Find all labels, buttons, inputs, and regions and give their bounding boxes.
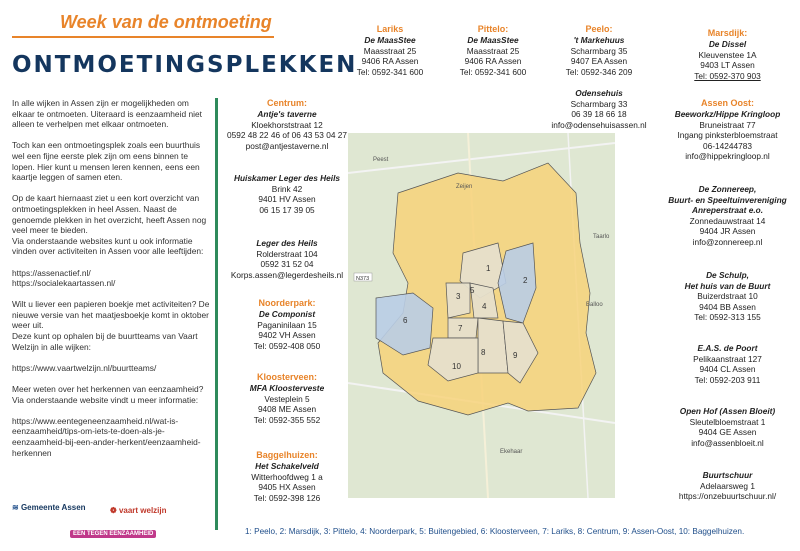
name-schakelveld: Het Schakelveld: [255, 461, 319, 471]
addr-odensehuis: Scharmbarg 33: [570, 98, 628, 109]
map-svg: [348, 133, 615, 498]
email-open-hof[interactable]: info@assenbloeit.nl: [691, 437, 764, 448]
heading-pittelo: Pittelo:: [477, 24, 509, 34]
block-open-hof: [665, 406, 790, 448]
tel-dissel[interactable]: Tel: 0592-370 903: [694, 70, 761, 81]
addr-zonnereep: Zonnedauwstraat 14: [689, 215, 766, 226]
block-assen-oost: [665, 98, 790, 162]
postal-open-hof: 9404 GE Assen: [698, 427, 757, 437]
heading-lariks: Lariks: [376, 24, 404, 34]
block-odensehuis: [544, 88, 654, 130]
link-assenactief[interactable]: https://assenactief.nl/: [12, 267, 91, 278]
intro-p7: Meer weten over het herkennen van eenzaamheid? Via onderstaande website vindt u meer informatie:: [12, 384, 204, 405]
vaart-icon: ❁: [110, 506, 117, 515]
logo-een-tegen-eenzaamheid: EEN TEGEN EENZAAMHEID: [70, 530, 156, 538]
postal-eas-poort: 9404 CL Assen: [699, 364, 756, 374]
name-markehuus: 't Markehuus: [573, 35, 625, 45]
name-schulp-1: De Schulp,: [706, 270, 749, 280]
name-zonnereep-1: De Zonnereep,: [698, 184, 757, 194]
map-label-1: 1: [486, 264, 491, 273]
addr-maasstee-pittelo: Maasstraat 25: [466, 45, 520, 56]
logo-vaart-text: vaart welzijn: [118, 506, 167, 515]
intro-p2: Toch kan een ontmoetingsplek zoals een buurthuis wel een fijne eerste plek zijn om eens binnen te lopen. Hier kunt u mensen leren kennen, eens een kaartje leggen of samen eten.: [12, 140, 201, 183]
addr-dissel: Kleuvenstee 1A: [698, 49, 757, 60]
map-place-ekehaar: Ekehaar: [500, 449, 523, 455]
name-eas-poort: E.A.S. de Poort: [697, 343, 758, 353]
postal-componist: 9402 VH Assen: [258, 330, 316, 340]
block-schulp: [665, 270, 790, 323]
intro-p5: Wilt u liever een papieren boekje met activiteiten? De nieuwe versie van het maatjesboekje komt in oktober weer uit.: [12, 299, 210, 331]
tel-huiskamer: 06 15 17 39 05: [259, 204, 315, 215]
intro-text: [12, 98, 210, 458]
heading-marsdijk: Marsdijk:: [707, 28, 748, 38]
link-eenzaamheid[interactable]: https://www.eentegeneenzaamheid.nl/wat-is-eenzaamheid/tips-om-iets-te-doen-als-je-eenzaamheid-bij-een-ander-herkent/eenzaamheid-herkennen: [12, 415, 201, 458]
map-road-n373: N373: [356, 276, 370, 282]
postal-schakelveld: 9405 HX Assen: [258, 482, 316, 492]
addr-buurtschuur: Adelaarsweg 1: [700, 480, 755, 491]
addr-mfa: Vesteplein 5: [264, 393, 310, 404]
map-place-balloo: Balloo: [586, 302, 603, 308]
tel-beeworkz: 06-14244783: [703, 140, 752, 151]
map-label-3: 3: [456, 292, 461, 301]
email-zonnereep[interactable]: info@zonnereep.nl: [692, 236, 763, 247]
postal-maasstee-lariks: 9406 RA Assen: [361, 56, 419, 66]
tel-eas-poort: Tel: 0592-203 911: [694, 374, 761, 385]
postal-zonnereep: 9404 JR Assen: [699, 226, 756, 236]
addr-huiskamer: Brink 42: [271, 183, 303, 194]
name-maasstee-pittelo: De MaasStee: [467, 35, 519, 45]
postal-markehuus: 9407 EA Assen: [570, 56, 628, 66]
map-place-peest: Peest: [373, 157, 389, 163]
map-legend: 1: Peelo, 2: Marsdijk, 3: Pittelo, 4: Noorderpark, 5: Buitengebied, 6: Kloosterveen, 7: Lariks, 8: Centrum, 9: Assen-Oost, 10: Baggelhuizen.: [245, 527, 745, 536]
addr-schulp: Buizerdstraat 10: [697, 291, 758, 301]
tel-componist: Tel: 0592-408 050: [253, 340, 321, 351]
email-beeworkz[interactable]: info@hippekringloop.nl: [685, 151, 770, 161]
addr-beeworkz: Bruneistraat 77: [699, 119, 756, 130]
map-region-7[interactable]: [448, 318, 478, 338]
map-place-taarlo: Taarlo: [593, 234, 610, 240]
map-label-4: 4: [482, 302, 487, 311]
email-antje[interactable]: post@antjestaverne.nl: [245, 140, 329, 151]
name-mfa: MFA Kloosterveste: [249, 383, 325, 393]
intro-p3: Op de kaart hiernaast ziet u een kort overzicht van ontmoetingsplekken in heel Assen. Naast de genoemde plekken in het overzicht, heeft Assen nog veel meer te bieden.: [12, 193, 207, 236]
name-maasstee-lariks: De MaasStee: [364, 35, 416, 45]
block-baggelhuizen: [222, 450, 352, 503]
name-componist: De Componist: [258, 309, 316, 319]
heading-assen-oost: Assen Oost:: [700, 98, 754, 108]
addr-markehuus: Scharmbarg 35: [570, 45, 628, 56]
name-huiskamer: Huiskamer Leger des Heils: [233, 173, 341, 183]
name-zonnereep-2: Buurt- en Speeltuinvereniging: [668, 194, 787, 205]
tel-schakelveld: Tel: 0592-398 126: [253, 492, 321, 503]
map[interactable]: [348, 133, 615, 498]
logo-gemeente-assen: [12, 503, 86, 512]
block-leger: [222, 238, 352, 280]
web-buurtschuur[interactable]: https://onzebuurtschuur.nl/: [678, 491, 777, 501]
block-buurtschuur: [665, 470, 790, 502]
intro-p6: Deze kunt op ophalen bij de buurtteams van Vaart Welzijn in alle wijken:: [12, 331, 198, 352]
addr-open-hof: Sleutelbloemstraat 1: [689, 416, 766, 427]
postal-huiskamer: 9401 HV Assen: [258, 194, 316, 204]
heading-baggelhuizen: Baggelhuizen:: [256, 450, 318, 460]
email-leger[interactable]: Korps.assen@legerdesheils.nl: [230, 269, 344, 280]
addr-maasstee-lariks: Maasstraat 25: [363, 45, 417, 56]
name-dissel: De Dissel: [708, 39, 747, 49]
addr-componist: Paganinilaan 15: [257, 319, 317, 330]
logo-gemeente-text: Gemeente Assen: [20, 503, 86, 512]
postal-dissel: 9403 LT Assen: [700, 60, 755, 70]
block-huiskamer: [222, 173, 352, 215]
block-centrum: [222, 98, 352, 151]
addr-schakelveld: Witterhoofdweg 1 a: [251, 471, 323, 482]
tel-mfa: Tel: 0592-355 552: [253, 414, 321, 425]
name-open-hof: Open Hof (Assen Bloeit): [679, 406, 776, 416]
week-title: Week van de ontmoeting: [60, 12, 272, 32]
name-leger: Leger des Heils: [256, 238, 318, 248]
name-odensehuis: Odensehuis: [575, 88, 623, 98]
block-kloosterveen: [222, 372, 352, 425]
name-beeworkz: Beeworkz/Hippe Kringloop: [674, 109, 781, 119]
tel-markehuus: Tel: 0592-346 209: [565, 66, 633, 77]
map-label-7: 7: [458, 324, 463, 333]
block-noorderpark: [222, 298, 352, 351]
block-pittelo: [443, 24, 543, 77]
block-lariks: [340, 24, 440, 77]
heading-peelo: Peelo:: [585, 24, 613, 34]
map-place-zeijen: Zeijen: [456, 184, 473, 190]
logo-vaart-welzijn: [110, 506, 167, 515]
postal-maasstee-pittelo: 9406 RA Assen: [464, 56, 522, 66]
heading-centrum: Centrum:: [267, 98, 307, 108]
addr-antje: Kloekhorststraat 12: [251, 119, 323, 130]
intro-p4: Via onderstaande websites kunt u ook informatie vinden over activiteiten in Assen voor alle leeftijden:: [12, 235, 204, 257]
map-label-9: 9: [513, 351, 518, 360]
divider-line: [215, 98, 218, 530]
map-label-10: 10: [452, 362, 461, 371]
tel-leger: 0592 31 52 04: [260, 259, 314, 269]
block-zonnereep: [665, 184, 790, 247]
map-label-8: 8: [481, 348, 486, 357]
tel-maasstee-pittelo: Tel: 0592-341 600: [459, 66, 527, 77]
name-schulp-2: Het huis van de Buurt: [684, 280, 771, 291]
entrance-beeworkz: Ingang pinksterbloemstraat: [677, 130, 778, 140]
name-buurtschuur: Buurtschuur: [702, 470, 753, 480]
map-label-6: 6: [403, 316, 408, 325]
email-odensehuis[interactable]: info@odensehuisassen.nl: [551, 119, 647, 130]
link-socialekaart[interactable]: https://socialekaartassen.nl/: [12, 278, 116, 289]
tel-odensehuis: 06 39 18 66 18: [571, 109, 627, 119]
map-label-2: 2: [523, 276, 528, 285]
intro-p1: In alle wijken in Assen zijn er mogelijkheden om elkaar te ontmoeten. Uiteraard is eenzaamheid niet alleen te verhelpen met elkaar ontmoeten.: [12, 98, 202, 130]
addr-eas-poort: Pelikaanstraat 127: [693, 353, 762, 364]
block-marsdijk: [665, 28, 790, 81]
block-peelo: [544, 24, 654, 77]
postal-schulp: 9404 BB Assen: [699, 301, 756, 312]
block-eas-poort: [665, 343, 790, 385]
postal-mfa: 9408 ME Assen: [257, 404, 317, 414]
name-antje: Antje's taverne: [257, 109, 317, 119]
page-title: ONTMOETINGSPLEKKEN: [12, 52, 358, 78]
link-buurtteams[interactable]: https://www.vaartwelzijn.nl/buurtteams/: [12, 362, 157, 373]
tel-schulp: Tel: 0592-313 155: [694, 312, 761, 322]
heading-kloosterveen: Kloosterveen:: [256, 372, 318, 382]
name-zonnereep-3: Anreperstraat e.o.: [691, 205, 763, 215]
addr-leger: Rolderstraat 104: [256, 248, 318, 259]
title-underline: [12, 36, 274, 38]
tel-maasstee-lariks: Tel: 0592-341 600: [356, 66, 424, 77]
gemeente-icon: ≋: [12, 503, 19, 512]
tel-antje: 0592 48 22 46 of 06 43 53 04 27: [227, 130, 347, 140]
map-label-5: 5: [470, 286, 475, 295]
heading-noorderpark: Noorderpark:: [258, 298, 316, 308]
